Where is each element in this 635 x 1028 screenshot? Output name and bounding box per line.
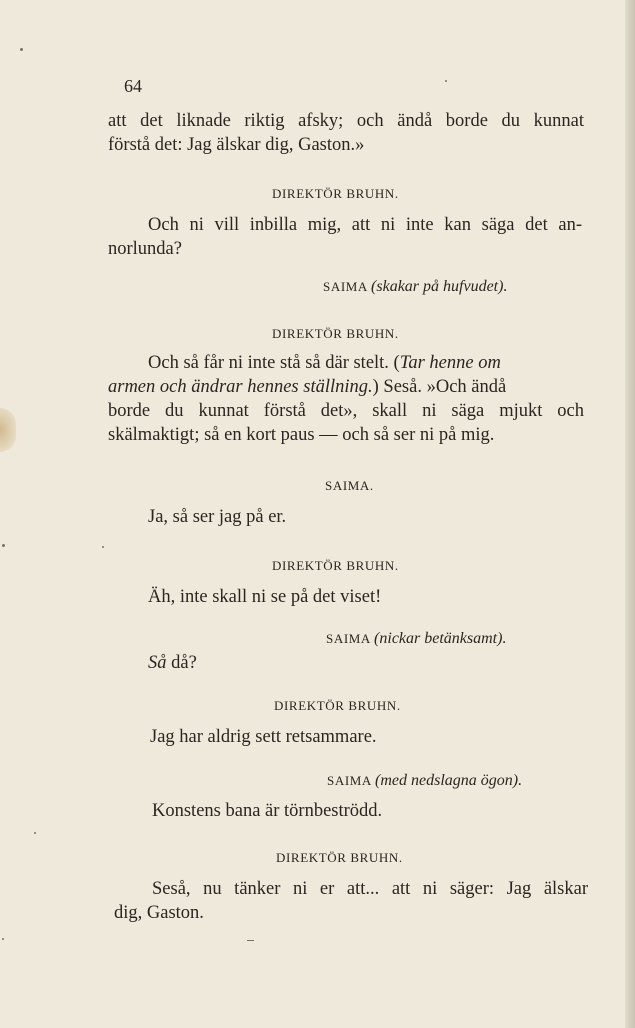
text-line: norlunda? — [108, 239, 182, 259]
speaker-name: SAIMA — [327, 773, 372, 788]
text-line: dig, Gaston. — [114, 903, 204, 923]
text-line: förstå det: Jag älskar dig, Gaston.» — [108, 135, 365, 155]
text-line: Jag har aldrig sett retsammare. — [150, 727, 377, 747]
stage-direction: (nickar betänksamt). — [374, 630, 507, 647]
speaker-name: SAIMA. — [325, 478, 374, 493]
text-line — [108, 376, 506, 398]
page-number: 64 — [124, 76, 142, 96]
text-line: Äh, inte skall ni se på det viset! — [148, 587, 382, 607]
speck — [2, 938, 4, 940]
speck — [34, 832, 36, 834]
text-line: Och ni vill inbilla mig, att ni inte kan säga det an- — [148, 215, 582, 235]
text-line: skälmaktigt; så en kort paus — och så ser ni på mig. — [108, 425, 495, 445]
speaker-line — [326, 630, 506, 648]
stage-direction: Tar henne om — [399, 353, 501, 373]
stage-direction: Så — [148, 653, 167, 673]
text-span: då? — [166, 653, 197, 673]
text-line — [148, 352, 501, 374]
speaker-name: SAIMA — [326, 631, 371, 646]
text-line: Konstens bana är törnbeströdd. — [152, 801, 383, 821]
speaker-line — [327, 772, 522, 790]
speck — [247, 940, 254, 941]
page-tab-mark — [0, 408, 16, 452]
speaker-name: DIREKTÖR BRUHN. — [272, 558, 399, 573]
stage-direction: armen och ändrar hennes ställning. — [108, 377, 373, 397]
text-line: att det liknade riktig afsky; och ändå borde du kunnat — [108, 111, 584, 131]
speaker-name: DIREKTÖR BRUHN. — [276, 850, 403, 865]
page-edge-shadow — [625, 0, 635, 1028]
text-line: borde du kunnat förstå det», skall ni säga mjukt och — [108, 401, 584, 421]
text-line: Seså, nu tänker ni er att... att ni säger: Jag älskar — [152, 879, 588, 899]
text-line: Ja, så ser jag på er. — [148, 507, 287, 527]
text-line — [148, 652, 197, 674]
speck — [102, 546, 104, 548]
stage-direction: (skakar på hufvudet). — [371, 278, 508, 295]
speck — [445, 80, 447, 82]
speck — [20, 48, 23, 51]
speaker-name: DIREKTÖR BRUHN. — [274, 698, 401, 713]
text-span: Och så får ni inte stå så där stelt. ( — [148, 353, 400, 373]
speaker-name: SAIMA — [323, 279, 368, 294]
speaker-name: DIREKTÖR BRUHN. — [272, 326, 399, 341]
speck — [2, 544, 5, 547]
stage-direction: (med nedslagna ögon). — [375, 772, 523, 789]
speaker-name: DIREKTÖR BRUHN. — [272, 186, 399, 201]
text-span: ) Seså. »Och ändå — [372, 377, 507, 397]
speaker-line — [323, 278, 507, 296]
